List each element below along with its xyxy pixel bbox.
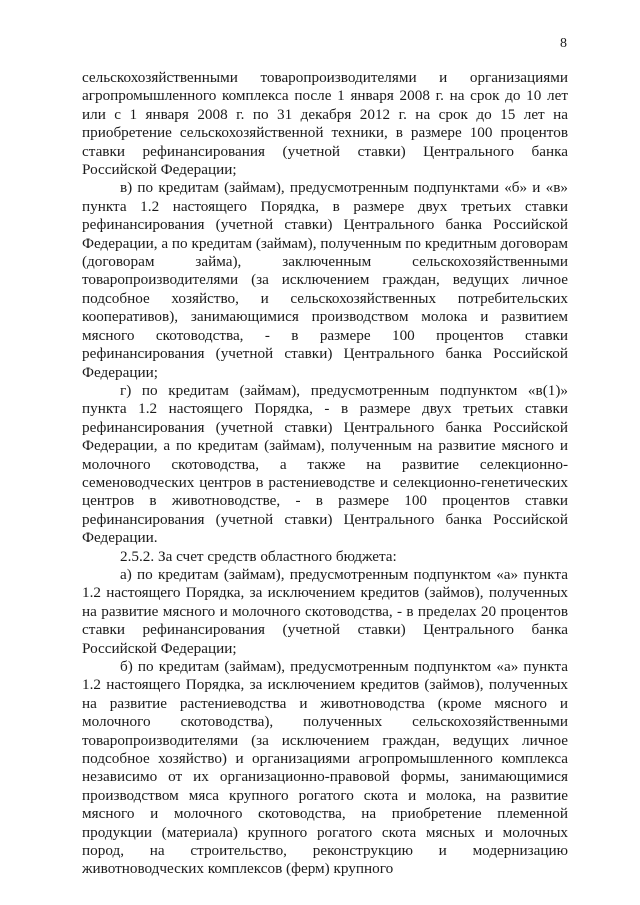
paragraph-continuation: сельскохозяйственными товаропроизводителями и организациями агропромышленного комплекса после 1 января 2008 г. на срок до 10 лет или с 1 января 2008 г. по 31 декабря 2012 г. на срок до 15 лет на приобретение сельскохозяйственной техники, в размере 100 процентов ставки рефинансирования (учетной ставки) Центрального банка Российской Федерации; [82,69,568,179]
paragraph-item-v: в) по кредитам (займам), предусмотренным подпунктами «б» и «в» пункта 1.2 настоящего Порядка, в размере двух третьих ставки рефинансирования (учетной ставки) Центрального банка Российской Федерации, а по кредитам (займам), полученным по кредитным договорам (договорам займа), заключенным сельскохозяйственными товаропроизводителями (за исключением граждан, ведущих личное подсобное хозяйство, и сельскохозяйственных потребительских кооперативов), занимающимися производством молока и развитием мясного скотоводства, - в размере 100 процентов ставки рефинансирования (учетной ставки) Центрального банка Российской Федерации; [82,179,568,381]
section-heading-2-5-2: 2.5.2. За счет средств областного бюджета: [120,547,397,565]
paragraph-item-g: г) по кредитам (займам), предусмотренным подпунктом «в(1)» пункта 1.2 настоящего Порядка, - в размере двух третьих ставки рефинансирования (учетной ставки) Центрального банка Российской Федерации, а по кредитам (займам), полученным на развитие мясного и молочного скотоводства, а также на развитие селекционно-семеноводческих центров в растениеводстве и селекционно-генетических центров в животноводстве, - в размере 100 процентов ставки рефинансирования (учетной ставки) Центрального банка Российской Федерации. [82,381,568,547]
document-body [82,69,568,879]
paragraph-item-a: а) по кредитам (займам), предусмотренным подпунктом «а» пункта 1.2 настоящего Порядка, за исключением кредитов (займов), полученных на развитие мясного и молочного скотоводства, - в пределах 20 процентов ставки рефинансирования (учетной ставки) Центрального банка Российской Федерации; [82,565,568,657]
page-number: 8 [560,36,567,51]
paragraph-item-b: б) по кредитам (займам), предусмотренным подпунктом «а» пункта 1.2 настоящего Порядка, за исключением кредитов (займов), полученных на развитие растениеводства и животноводства (кроме мясного и молочного скотоводства), полученных сельскохозяйственными товаропроизводителями (за исключением граждан, ведущих личное подсобное хозяйство) и организациями агропромышленного комплекса независимо от их организационно-правовой формы, занимающимися производством мяса крупного рогатого скота и молока, на развитие мясного и молочного скотоводства, на приобретение племенной продукции (материала) крупного рогатого скота мясных и молочных пород, на строительство, реконструкцию и модернизацию животноводческих комплексов (ферм) крупного [82,658,568,878]
